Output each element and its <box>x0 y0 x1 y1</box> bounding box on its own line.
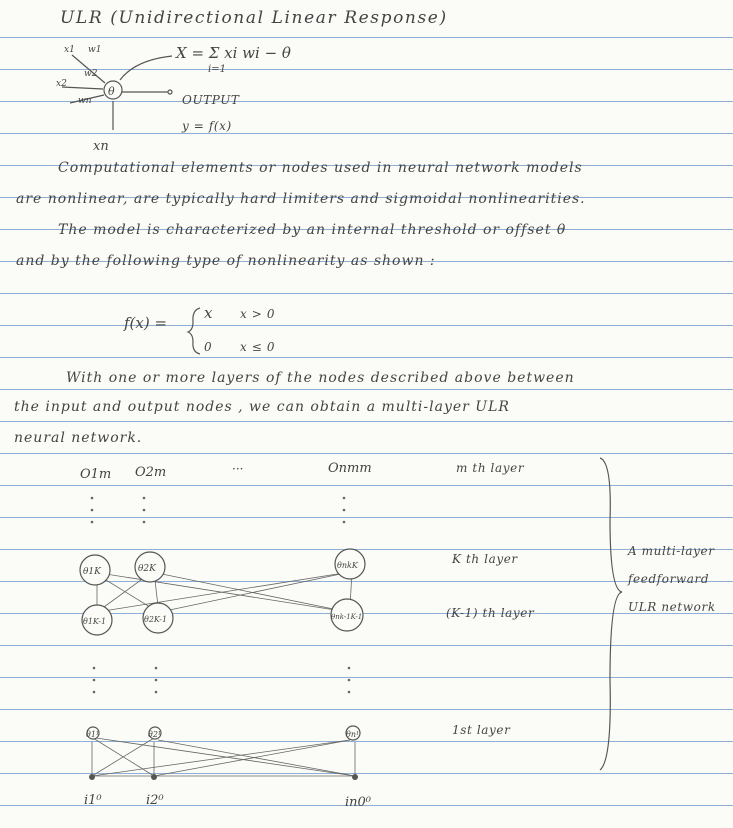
network-connections <box>90 572 360 776</box>
brace-caption-line-1: A multi-layer <box>628 544 715 558</box>
input-dot-n <box>352 774 358 780</box>
node-label-top-2: O2m <box>135 465 167 480</box>
output-formula: y = f(x) <box>182 119 232 133</box>
input-x1: x1 <box>64 45 75 55</box>
node-label-k1-2: θ2K-1 <box>144 615 168 624</box>
node-label-top-n: Onmm <box>328 461 372 476</box>
neuron-theta: θ <box>108 85 115 98</box>
node-label-1st-2: θ2¹ <box>148 730 162 739</box>
layer-label-k-minus-1: (K-1) th layer <box>446 606 535 620</box>
paragraph-1-line-2: are nonlinear, are typically hard limiters and sigmoidal nonlinearities. <box>16 191 586 207</box>
paragraph-2-line-1: The model is characterized by an internal threshold or offset θ <box>58 222 567 238</box>
weight-w1: w1 <box>88 45 102 55</box>
brace-caption-line-2: feedforward <box>628 572 710 586</box>
case-2-condition: x ≤ 0 <box>240 340 276 354</box>
paragraph-3-line-3: neural network. <box>14 430 143 446</box>
page-title: ULR (Unidirectional Linear Response) <box>60 8 448 28</box>
input-label-2: i2⁰ <box>146 793 164 808</box>
case-1-condition: x > 0 <box>240 307 276 321</box>
layer-label-m: m th layer <box>456 461 525 475</box>
sum-index: i=1 <box>208 64 226 75</box>
node-label-1st-1: θ1¹ <box>86 730 100 739</box>
input-label-1: i1⁰ <box>84 793 102 808</box>
output-label: OUTPUT <box>182 93 240 107</box>
node-label-top-1: O1m <box>80 467 112 482</box>
case-2-value: 0 <box>204 340 213 354</box>
node-label-k1-n: θnk-1K-1 <box>331 613 363 621</box>
node-label-k-2: θ2K <box>138 564 156 574</box>
node-label-k-n: θnkK <box>337 561 358 570</box>
input-dot-1 <box>89 774 95 780</box>
layer-label-1st: 1st layer <box>452 723 511 737</box>
input-dot-2 <box>151 774 157 780</box>
node-label-k1-1: θ1K-1 <box>83 617 107 626</box>
node-label-k-1: θ1K <box>83 567 101 577</box>
network-brace <box>600 458 622 770</box>
node-label-1st-n: θn¹ <box>346 730 360 739</box>
weight-w2: w2 <box>84 69 98 79</box>
paragraph-3-line-2: the input and output nodes , we can obtain a multi-layer ULR <box>14 399 510 415</box>
brace-caption-line-3: ULR network <box>628 600 716 614</box>
weight-wn: wn <box>78 96 92 106</box>
input-x2: x2 <box>56 79 67 89</box>
input-label-n: in0⁰ <box>345 795 372 810</box>
sum-formula: X = Σ xi wi − θ <box>176 44 291 62</box>
piecewise-lhs: f(x) = <box>124 314 168 332</box>
paragraph-1-line-1: Computational elements or nodes used in neural network models <box>58 160 583 176</box>
top-ellipsis: ··· <box>232 462 244 476</box>
paragraph-2-line-2: and by the following type of nonlinearity as shown : <box>16 253 436 269</box>
case-1-value: x <box>204 304 213 322</box>
paragraph-3-line-1: With one or more layers of the nodes described above between <box>66 370 575 386</box>
input-xn: xn <box>93 139 109 154</box>
layer-label-k: K th layer <box>452 552 518 566</box>
